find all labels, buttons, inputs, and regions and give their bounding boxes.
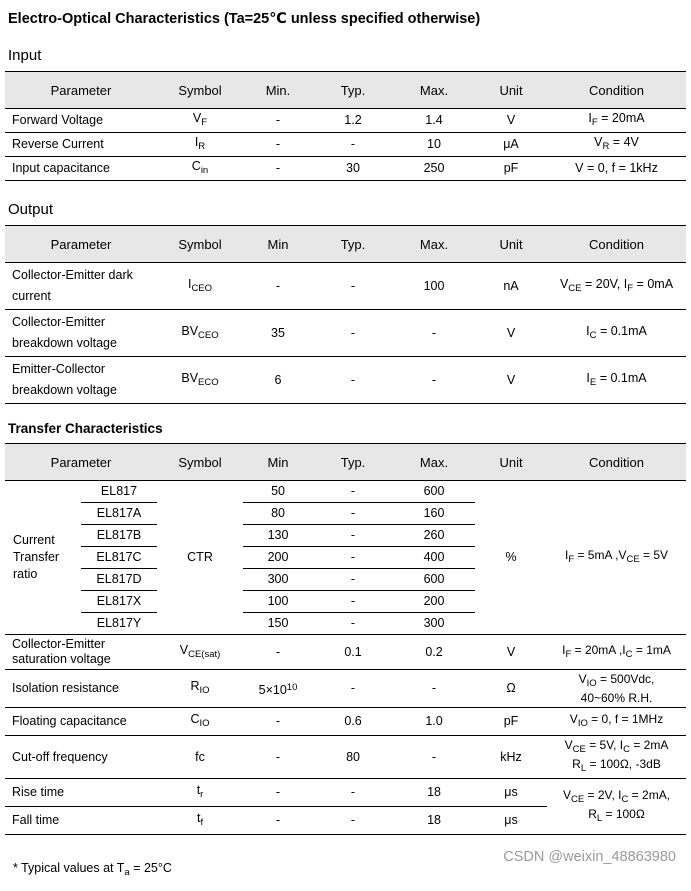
header-cell-symbol: Symbol [157,226,243,263]
param-cell: Collector-Emitter dark current [5,263,157,310]
section-heading-transfer: Transfer Characteristics [8,421,163,436]
min-cell: 200 [243,547,313,569]
param-cell: Cut-off frequency [5,736,157,779]
model-cell: EL817C [81,547,157,569]
header-cell-condition: Condition [547,444,686,481]
condition-cell: $I_F = 5mA$ $,V_{CE} = 5V$ [564,548,669,565]
unit-cell: μs [475,779,547,807]
min-cell: - [243,807,313,835]
output-table [5,225,686,404]
unit-cell: μA [475,133,547,157]
unit-cell: V [475,310,547,357]
min-cell: 35 [243,310,313,357]
min-cell: - [243,157,313,181]
max-cell: - [393,736,475,779]
max-cell: 200 [393,591,475,613]
max-cell: 260 [393,525,475,547]
max-cell: 0.2 [393,635,475,670]
min-cell: 150 [267,616,289,630]
table-row [5,263,686,310]
param-cell: Input capacitance [5,157,157,181]
header-cell-condition: Condition [547,72,686,109]
page-title: Electro-Optical Characteristics (Ta=25℃ unless specified otherwise) [8,11,481,27]
unit-cell: nA [475,263,547,310]
typ-cell: - [350,616,356,630]
typ-cell: - [313,503,393,525]
min-cell: 130 [243,525,313,547]
header-cell-min: Min. [243,72,313,109]
param-cell: Forward Voltage [5,109,157,133]
symbol-cell: CTR [187,550,213,564]
symbol-cell: $t_f$ [157,807,243,835]
max-cell: 250 [393,157,475,181]
typ-cell: 0.6 [313,708,393,736]
header-row [5,72,686,109]
ctr-sub-row [5,481,686,503]
min-cell: 100 [243,591,313,613]
unit-cell: Ω [475,670,547,708]
max-cell: 400 [393,547,475,569]
header-cell-parameter: Parameter [5,226,157,263]
table-row [5,310,686,357]
footer [5,851,686,891]
max-cell: - [393,310,475,357]
model-cell: EL817D [81,569,157,591]
max-cell: 160 [393,503,475,525]
symbol-cell: $BV_{CEO}$ [157,310,243,357]
model-cell: EL817Y [96,616,142,630]
symbol-cell: $BV_{ECO}$ [157,357,243,404]
min-cell: - [243,133,313,157]
min-cell: - [243,635,313,670]
symbol-cell: $t_r$ [157,779,243,807]
typ-cell: - [313,779,393,807]
min-cell: $5\times 10^{10}$ [243,670,313,708]
header-row [5,444,686,481]
table-row [5,670,686,708]
table-row [5,736,686,779]
condition-cell: $I_F = 20mA$ $,I_C = 1mA$ [547,635,686,670]
unit-cell: V [475,357,547,404]
model-cell: EL817A [81,503,157,525]
typ-cell: - [313,591,393,613]
typ-cell: 30 [313,157,393,181]
condition-cell: $V_{IO} = 0$, f = 1MHz [547,708,686,736]
param-cell: Rise time [5,779,157,807]
unit-cell: kHz [475,736,547,779]
max-cell: 10 [393,133,475,157]
param-cell: Collector-Emitter breakdown voltage [5,310,157,357]
symbol-cell: $V_{CE(sat)}$ [157,635,243,670]
header-cell-typ: Typ. [313,444,393,481]
transfer-table [5,443,686,835]
header-cell-symbol: Symbol [157,444,243,481]
max-cell: - [393,670,475,708]
condition-cell: $I_C = 0.1mA$ [547,310,686,357]
unit-cell: V [475,109,547,133]
unit-cell: V [475,635,547,670]
condition-cell: V = 0, f = 1kHz [547,157,686,181]
param-cell: Fall time [5,807,157,835]
typ-cell: - [313,310,393,357]
unit-cell: pF [475,708,547,736]
table-row [5,635,686,670]
min-cell: - [243,109,313,133]
condition-cell: $V_R = 4V$ [547,133,686,157]
header-cell-unit: Unit [475,72,547,109]
unit-cell: % [505,550,517,564]
condition-cell: $V_{CE} = 5V$, $I_C = 2mA$ $R_L = 100\Omega$, -3dB [547,736,686,779]
condition-cell: $V_{CE} = 20V$, $I_F = 0mA$ [547,263,686,310]
table-row [5,109,686,133]
model-cell: EL817B [81,525,157,547]
typ-cell: 0.1 [313,635,393,670]
symbol-cell: $C_{IO}$ [157,708,243,736]
ctr-label-cell: Current Transfer ratio [13,533,60,581]
max-cell: 100 [393,263,475,310]
symbol-cell: fc [157,736,243,779]
symbol-cell: $R_{IO}$ [157,670,243,708]
typ-cell: - [313,263,393,310]
typ-cell: - [313,807,393,835]
symbol-cell: $I_R$ [157,133,243,157]
typ-cell: - [313,133,393,157]
header-row [5,226,686,263]
max-cell: 600 [393,481,475,503]
header-cell-symbol: Symbol [157,72,243,109]
header-cell-min: Min [243,444,313,481]
section-heading-output: Output [8,201,54,218]
header-cell-unit: Unit [475,226,547,263]
typ-cell: - [313,547,393,569]
condition-cell: $I_F = 20mA$ [547,109,686,133]
param-cell: Isolation resistance [5,670,157,708]
typ-cell: 80 [313,736,393,779]
table-row [5,133,686,157]
section-heading-input: Input [8,47,42,64]
typ-cell: - [313,357,393,404]
min-cell: - [243,736,313,779]
footnote: * Typical values at $T_a = 25^\circ C$ [13,861,172,878]
header-cell-unit: Unit [475,444,547,481]
header-cell-typ: Typ. [313,72,393,109]
header-cell-min: Min [243,226,313,263]
param-cell: Collector-Emitter saturation voltage [5,635,157,670]
condition-cell: $V_{IO} = 500Vdc$, 40~60% R.H. [547,670,686,708]
watermark: CSDN @weixin_48863980 [503,849,676,865]
condition-cell: $I_E = 0.1mA$ [547,357,686,404]
max-cell: 18 [393,807,475,835]
typ-cell: - [313,670,393,708]
header-cell-typ: Typ. [313,226,393,263]
symbol-cell: $I_{CEO}$ [157,263,243,310]
param-cell: Reverse Current [5,133,157,157]
min-cell: - [243,779,313,807]
unit-cell: pF [475,157,547,181]
header-cell-parameter: Parameter [5,72,157,109]
table-row [5,708,686,736]
max-cell: 1.0 [393,708,475,736]
min-cell: - [243,263,313,310]
header-cell-max: Max. [393,444,475,481]
param-cell: Emitter-Collector breakdown voltage [5,357,157,404]
header-cell-max: Max. [393,226,475,263]
header-cell-condition: Condition [547,226,686,263]
max-cell: 600 [393,569,475,591]
typ-cell: - [313,481,393,503]
header-cell-parameter: Parameter [5,444,157,481]
min-cell: 80 [243,503,313,525]
model-cell: EL817 [81,481,157,503]
typ-cell: - [313,525,393,547]
typ-cell: - [313,569,393,591]
typ-cell: 1.2 [313,109,393,133]
table-row [5,779,686,807]
header-cell-max: Max. [393,72,475,109]
max-cell: 300 [423,616,445,630]
symbol-cell: $C_{in}$ [157,157,243,181]
table-row [5,357,686,404]
min-cell: 50 [243,481,313,503]
param-cell: Floating capacitance [5,708,157,736]
input-table [5,71,686,181]
table-row [5,157,686,181]
max-cell: 18 [393,779,475,807]
max-cell: 1.4 [393,109,475,133]
symbol-cell: $V_F$ [157,109,243,133]
max-cell: - [393,357,475,404]
unit-cell: μs [475,807,547,835]
min-cell: - [243,708,313,736]
min-cell: 300 [243,569,313,591]
condition-cell: $V_{CE} = 2V$, $I_C = 2mA$, $R_L = 100\Omega$ [547,779,686,835]
model-cell: EL817X [81,591,157,613]
min-cell: 6 [243,357,313,404]
